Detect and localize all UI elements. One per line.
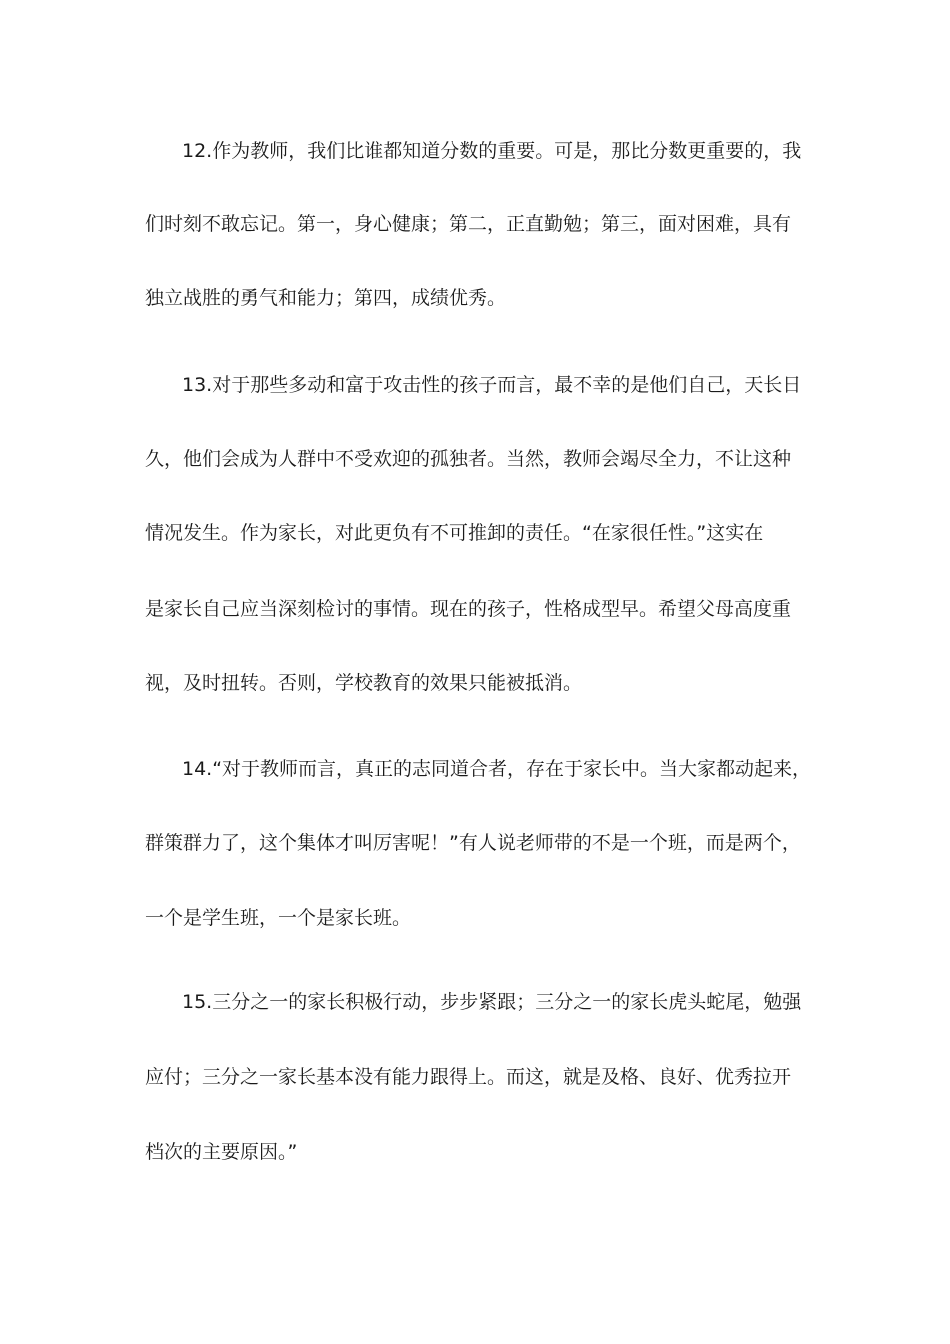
text-line: 12.作为教师，我们比谁都知道分数的重要。可是，那比分数更重要的，我 — [182, 140, 802, 162]
text-line: 14.“对于教师而言，真正的志同道合者，存在于家长中。当大家都动起来， — [182, 758, 812, 780]
text-line: 久，他们会成为人群中不受欢迎的孤独者。当然，教师会竭尽全力，不让这种 — [145, 448, 792, 470]
text-line: 是家长自己应当深刻检讨的事情。现在的孩子，性格成型早。希望父母高度重 — [145, 598, 792, 620]
text-line: 视，及时扭转。否则，学校教育的效果只能被抵消。 — [145, 672, 583, 694]
text-line: 档次的主要原因。” — [145, 1141, 298, 1163]
text-line: 独立战胜的勇气和能力；第四，成绩优秀。 — [145, 287, 507, 309]
text-line: 群策群力了，这个集体才叫厉害呢！”有人说老师带的不是一个班，而是两个， — [145, 832, 801, 854]
text-line: 情况发生。作为家长，对此更负有不可推卸的责任。“在家很任性。”这实在 — [145, 522, 764, 544]
text-line: 们时刻不敢忘记。第一，身心健康；第二，正直勤勉；第三，面对困难，具有 — [145, 213, 792, 235]
text-line: 应付；三分之一家长基本没有能力跟得上。而这，就是及格、良好、优秀拉开 — [145, 1066, 792, 1088]
text-line: 15.三分之一的家长积极行动，步步紧跟；三分之一的家长虎头蛇尾，勉强 — [182, 991, 802, 1013]
text-line: 一个是学生班，一个是家长班。 — [145, 907, 412, 929]
text-line: 13.对于那些多动和富于攻击性的孩子而言，最不幸的是他们自己，天长日 — [182, 374, 802, 396]
